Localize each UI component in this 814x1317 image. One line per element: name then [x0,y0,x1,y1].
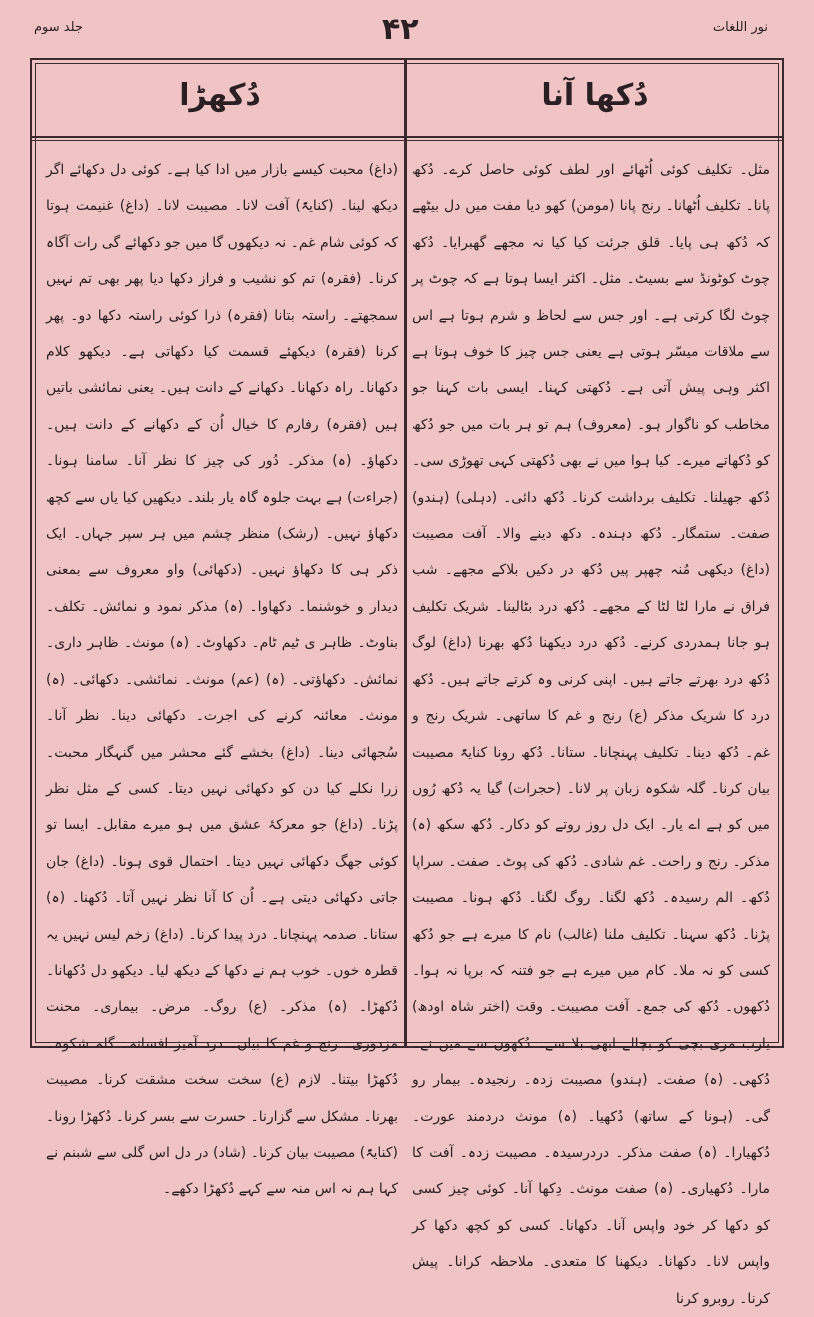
right-column-title: دُکھا آنا [541,78,649,113]
title-rule-inner [32,140,782,141]
page-header [0,0,814,58]
right-column-text: مثل۔ تکلیف کوئی اُٹھائے اور لطف کوئی حاصل کرے۔ دُکھ پانا۔ تکلیف اُٹھانا۔ رنج پانا (مومن) کھو دیا مفت میں دل بیٹھے کہ دُکھ ہی پایا۔ قلق جرئت کیا کیا نہ مجھے گھبرایا۔ دُکھ چوٹ کوٹونڈ سے بسیٹ۔ مثل۔ اکثر ایسا ہوتا ہے کہ چوٹ پر چوٹ لگا کرتی ہے۔ اور جس سے لحاظ و شرم ہوتا ہے اس سے ملاقات میسّر ہوتی ہے یعنی جس چیز کا خوف ہوتا ہے اکثر وہی پیش آتی ہے۔ دُکھتی کہنا۔ ایسی بات کہنا جو مخاطب کو ناگوار ہو۔ (معروف) ہم تو ہر بات میں جو دُکھ کو دُکھاتے میرے۔ کیا ہوا میں نے بھی دُکھتی کہی تھوڑی سی۔ دُکھ جھیلنا۔ تکلیف برداشت کرنا۔ دُکھ دائی۔ (دہلی) (ہندو) صفت۔ ستمگار۔ دُکھ دہندہ۔ دکھ دینے والا۔ آفت مصیبت (داغ) دیکھی مُنہ چھپر پیں دُکھ در دکیں بلاکے مجھے۔ شب فراق نے مارا لٹا لٹا کے مجھے۔ دُکھ درد بٹالینا۔ شریک تکلیف ہو جانا ہمدردی کرنے۔ دُکھ درد دیکھنا دُکھ بھرنا (داغ) لوگ دُکھ درد بھرتے جاتے ہیں۔ اپنی کرنی وہ کرتے جاتے ہیں۔ دُکھ درد کا شریک مذکر (ع) رنج و غم کا ساتھی۔ شریک رنج و غم۔ دُکھ دینا۔ تکلیف پہنچانا۔ ستانا۔ دُکھ رونا کنایۃً مصیبت بیان کرنا۔ گلہ شکوہ زبان پر لانا۔ (حجرات) گیا یہ دُکھ رُوں میں کو ہے اے یار۔ ایک دل روز روتے کو دکار۔ دُکھ سکھ (ہ) مذکر۔ رنج و راحت۔ غم شادی۔ دُکھ کی پوٹ۔ صفت۔ سراپا دُکھ۔ الم رسیدہ۔ دُکھ لگنا۔ روگ لگنا۔ دُکھ ہونا۔ مصیبت پڑنا۔ دُکھ سہنا۔ تکلیف ملنا (غالب) نام کا میرے ہے جو دُکھ کسی کو نہ ملا۔ کام میں میرے ہے جو فتنہ کہ برپا نہ ہوا۔ دُکھوں۔ دُکھ کی جمع۔ آفت مصیبت۔ وقت (اختر شاہ اودھ) یارب مری بچی کو بچالے ابھی بلا سے۔ دُکھوں سے میں نے۔ دُکھی۔ (ہ) صفت۔ (ہندو) مصیبت زدہ۔ رنجیدہ۔ بیمار رو گی۔ (ہونا کے ساتھ) دُکھیا۔ (ہ) مونث دردمند عورت۔ دُکھیارا۔ (ہ) صفت مذکر۔ دردرسیدہ۔ مصیبت زدہ۔ آفت کا مارا۔ دُکھیاری۔ (ہ) صفت مونث۔ دِکھا آنا۔ کوئی چیز کسی کو دکھا کر خود واپس آنا۔ دکھانا۔ کسی کو کچھ دکھا کر واپس لانا۔ دکھانا۔ دیکھنا کا متعدی۔ ملاحظہ کرانا۔ پیش کرنا۔ روبرو کرنا [412,162,770,1307]
left-column-text: (داغ) محبت کیسے بازار میں ادا کیا ہے۔ کوئی دل دکھائے اگر دیکھ لینا۔ (کنایۃً) آفت لانا۔ مصیبت لانا۔ (داغ) غنیمت ہوتا کہ کوئی شام غم۔ نہ دیکھوں گا میں جو دکھائے گی رات آگاہ کرنا۔ (فقرہ) تم کو نشیب و فراز دکھا دیا پھر بھی تم نہیں سمجھتے۔ راستہ بتانا (فقرہ) ذرا کوئی راستہ دکھا دو۔ پھر کرنا (فقرہ) دیکھئے قسمت کیا دکھاتی ہے۔ دیکھو کلام دکھانا۔ راہ دکھانا۔ دکھانے کے دانت ہیں۔ یعنی نمائشی باتیں ہیں (فقرہ) رفارم کا خیال اُن کے دکھانے کے دانت ہیں۔ دکھاؤ۔ (ہ) مذکر۔ دُور کی چیز کا نظر آنا۔ سامنا ہونا۔ (جراءت) ہے بہت جلوہ گاہ یار بلند۔ دیکھیں کیا یاں سے کچھ دکھاؤ نہیں۔ (رشک) منظر چشم میں ہر سپر جہاں۔ ایک ذکر ہی کا دکھاؤ نہیں۔ (دکھائی) واو معروف سے بمعنی دیدار و خوشنما۔ دکھاوا۔ (ہ) مذکر نمود و نمائش۔ تکلف۔ بناوٹ۔ ظاہر ی ٹیم ٹام۔ دکھاوٹ۔ (ہ) مونث۔ ظاہر داری۔ نمائش۔ دکھاؤتی۔ (ہ) (عم) مونث۔ نمائشی۔ دکھائی۔ (ہ) مونث۔ معائنہ کرنے کی اجرت۔ دکھائی دینا۔ نظر آنا۔ سُجھائی دینا۔ (داغ) بخشے گئے محشر میں گنہگار محبت۔ زرا نکلے کیا دن کو دکھائی نہیں دیتا۔ کسی کے مثل نظر پڑنا۔ (داغ) جو معرکۂ عشق میں ہو میرے مقابل۔ ایسا تو کوئی جھگ دکھائی نہیں دیتا۔ احتمال قوی ہونا۔ (داغ) جان جاتی دکھائی دیتی ہے۔ اُن کا آنا نظر نہیں آتا۔ دُکھنا۔ (ہ) ستانا۔ صدمہ پہنچانا۔ درد پیدا کرنا۔ (داغ) زخم لیس نہیں یہ قطرہ خوں۔ خوب ہم نے دکھا کے دیکھ لیا۔ دیکھو دل دُکھانا۔ دُکھڑا۔ (ہ) مذکر۔ (ع) روگ۔ مرض۔ بیماری۔ محنت مزدوری۔ رنج و غم کا بیان۔ درد آمیز افسانہ۔ گلہ شکوہ۔ دُکھڑا بیتنا۔ لازم (ع) سخت سخت مشقت کرنا۔ مصیبت بھرنا۔ مشکل سے گزارنا۔ حسرت سے بسر کرنا۔ دُکھڑا رونا۔ (کنایۃً) مصیبت بیان کرنا۔ (شاد) در دل اس گلی سے شبنم نے کہا ہم نہ اس منہ سے کہے دُکھڑا دکھے۔ [46,162,398,1198]
book-title: نور اللغات [712,20,768,35]
title-rule [32,136,782,138]
right-column [412,152,770,1307]
volume-label: جلد سوم [34,20,83,35]
column-divider [404,60,407,1046]
page-number: ۴۲ [382,12,419,47]
left-column [46,152,398,1198]
page-frame [30,58,784,1307]
left-column-title: دُکھڑا [179,78,261,113]
